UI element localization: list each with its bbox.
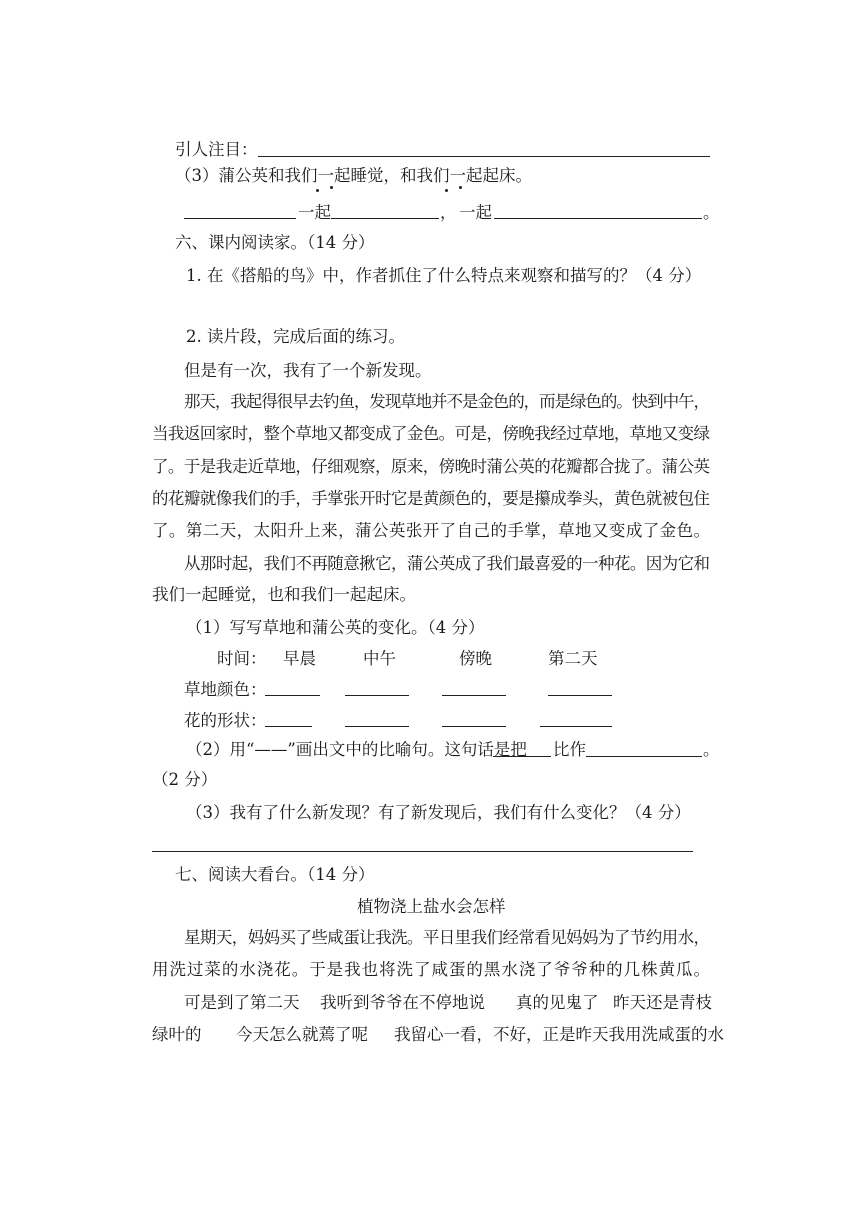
emphasis-dot [445,189,448,192]
answer-line-yinren[interactable] [258,156,710,157]
sub3-answer-line[interactable] [152,851,693,852]
answer-blank-3[interactable] [494,218,702,219]
flower-morning-blank[interactable] [265,726,312,727]
passage-line: 了。于是我走近草地，仔细观察，原来，傍晚时蒲公英的花瓣都合拢了。蒲公英 [152,457,710,476]
table-time-evening: 傍晚 [459,649,492,668]
article-title: 植物浇上盐水会怎样 [357,897,506,916]
article-line4-part: 绿叶的 [152,1025,202,1044]
grass-evening-blank[interactable] [442,695,506,696]
q6-question2: 2. 读片段，完成后面的练习。 [186,327,405,346]
grass-nextday-blank[interactable] [548,695,612,696]
section7-heading: 七、阅读大看台。（14 分） [175,865,375,884]
passage-line: 了。第二天，太阳升上来，蒲公英张开了自己的手掌，草地又变成了金色。 [152,521,711,540]
q6-sub2: （2）用“——”画出文中的比喻句。这句话是把 [186,740,527,759]
article-line: 用洗过菜的水浇花。于是我也将洗了咸蛋的黑水浇了爷爷种的几株黄瓜。 [152,960,711,979]
emphasis-dot [330,186,333,189]
article-line3-part: 昨天还是青枝 [613,993,712,1012]
article-line3-part: 可是到了第二天 [184,993,300,1012]
q6-question1: 1. 在《搭船的鸟》中，作者抓住了什么特点来观察和描写的？（4 分） [186,266,702,285]
q5-item3: （3）蒲公英和我们一起睡觉，和我们一起起床。 [175,166,532,185]
article-line3-part: 真的见鬼了 [516,993,599,1012]
flower-nextday-blank[interactable] [540,726,612,727]
comma: ， [440,203,457,222]
table-row-flower-label: 花的形状： [184,711,267,730]
q6-sub3: （3）我有了什么新发现？有了新发现后，我们有什么变化？（4 分） [186,803,691,822]
table-time-label: 时间： [217,649,267,668]
table-time-morning: 早晨 [283,649,316,668]
answer-blank-2[interactable] [331,218,439,219]
q6-sub1: （1）写写草地和蒲公英的变化。（4 分） [186,618,485,637]
article-line3-part: 我听到爷爷在不停地说 [320,993,485,1012]
metaphor-blank-1[interactable] [493,756,551,757]
article-line4-part: 今天怎么就蔫了呢 [236,1025,368,1044]
emphasis-dot [459,186,462,189]
answer-blank-1[interactable] [184,218,296,219]
flower-evening-blank[interactable] [442,726,506,727]
yiqi-text-2: 一起 [459,203,492,222]
passage-line: 的花瓣就像我们的手，手掌张开时它是黄颜色的，要是攥成拳头，黄色就被包住 [152,489,710,508]
passage-line: 那天，我起得很早去钓鱼，发现草地并不是金色的，而是绿色的。快到中午， [184,392,709,411]
period: 。 [703,203,720,222]
grass-noon-blank[interactable] [345,695,409,696]
grass-morning-blank[interactable] [265,695,320,696]
article-line: 星期天，妈妈买了些咸蛋让我洗。平日里我们经常看见妈妈为了节约用水， [184,928,710,947]
q6-sub2-end: 。 [703,740,720,759]
passage-line: 我们一起睡觉，也和我们一起起床。 [152,585,416,604]
article-line4-part: 我留心一看，不好，正是昨天我用洗咸蛋的水 [394,1025,724,1044]
q6-sub2-biz: 比作 [553,740,586,759]
passage-line: 当我返回家时，整个草地又都变成了金色。可是，傍晚我经过草地，草地又变绿 [152,424,710,443]
table-row-grass-label: 草地颜色： [184,680,267,699]
emphasis-dot [316,189,319,192]
table-time-nextday: 第二天 [548,649,598,668]
metaphor-blank-2[interactable] [586,756,702,757]
yinren-label: 引人注目： [175,140,258,159]
section6-heading: 六、课内阅读家。（14 分） [175,233,375,252]
flower-noon-blank[interactable] [345,726,409,727]
q6-sub2-score: （2 分） [152,770,218,789]
table-time-noon: 中午 [363,649,396,668]
passage-line: 但是有一次，我有了一个新发现。 [184,361,432,380]
yiqi-text-1: 一起 [298,203,331,222]
passage-line: 从那时起，我们不再随意揪它，蒲公英成了我们最喜爱的一种花。因为它和 [184,554,710,573]
